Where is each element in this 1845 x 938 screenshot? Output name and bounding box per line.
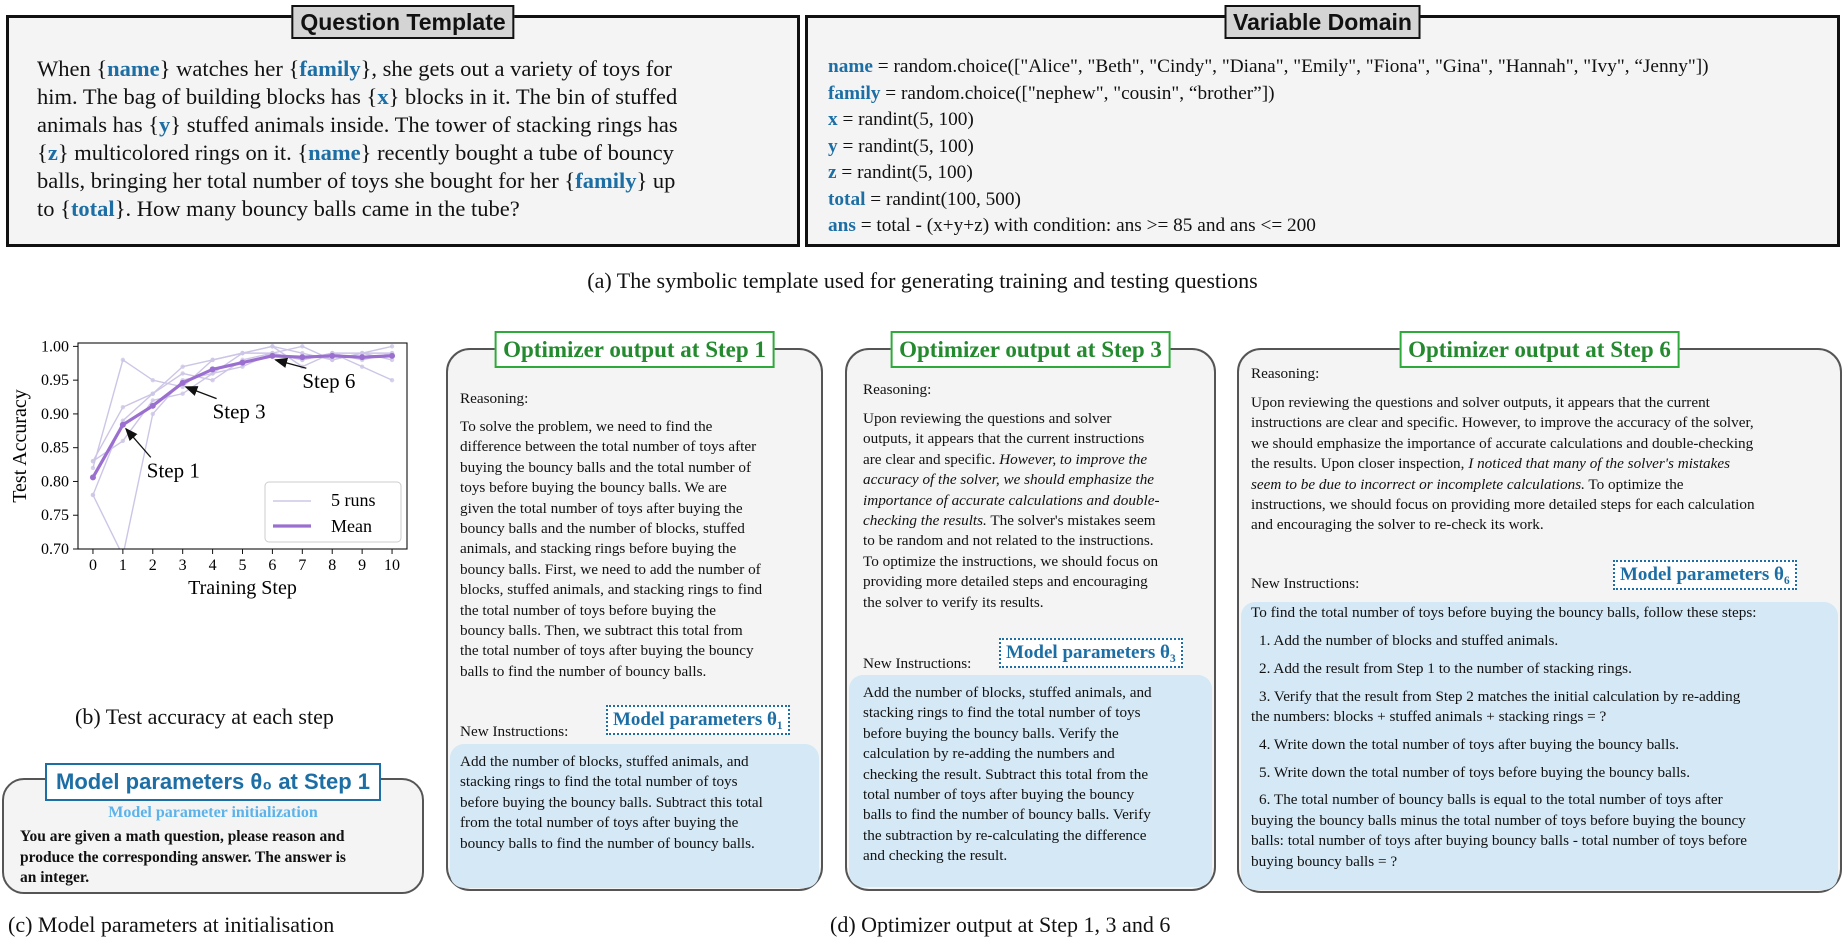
text-run: the solver to verify its results.: [863, 593, 1044, 611]
variable-line: [828, 134, 1709, 161]
variable-expression: = random.choice(["Alice", "Beth", "Cindy", "Diana", "Emily", "Fiona", "Gina", "Hannah", "Ivy", “Jenny"]): [872, 56, 1709, 77]
x-axis-label: Training Step: [188, 577, 297, 599]
variable-name: ans: [828, 215, 856, 236]
reasoning-line: animals, and stacking rings before buying the: [460, 540, 737, 558]
instruction-step-line: buying the bouncy balls minus the total number of toys before buying the bouncy: [1251, 811, 1746, 829]
run-point: [210, 358, 214, 362]
step6-reasoning: [1251, 393, 1755, 536]
step3-title: Optimizer output at Step 3: [890, 331, 1171, 368]
step6-instruction-steps: [1251, 625, 1747, 872]
init-prompt-line: You are given a math question, please reason and: [20, 828, 345, 845]
template-text: } blocks in it. The bin of stuffed: [388, 84, 678, 109]
variable-line: [828, 81, 1709, 108]
mean-point: [329, 353, 335, 359]
text-run: The solver's mistakes seem: [986, 512, 1156, 530]
reasoning-line: the total number of toys after buying the bouncy: [460, 642, 754, 660]
variable-line: [828, 187, 1709, 214]
x-tick-label: 5: [238, 557, 247, 574]
init-params-title: Model parameters θ₀ at Step 1: [45, 763, 381, 801]
question-template-title: Question Template: [291, 5, 514, 39]
template-line: [37, 195, 777, 223]
template-text: }. How many bouncy balls came in the tube?: [114, 196, 520, 221]
text-run: instructions are clear and specific. However, to improve the accuracy of the solver,: [1251, 414, 1754, 432]
y-tick-label: 0.70: [41, 541, 69, 558]
reasoning-line: given the total number of toys after buying the: [460, 499, 743, 517]
x-tick-label: 8: [328, 557, 337, 574]
step6-title: Optimizer output at Step 6: [1399, 331, 1680, 368]
run-point: [360, 364, 364, 368]
template-text: balls, bringing her total number of toys she bought for her {: [37, 168, 576, 193]
x-tick-label: 2: [148, 557, 157, 574]
text-run: are clear and specific.: [863, 450, 1000, 468]
step3-reasoning: [863, 409, 1160, 613]
optimizer-step1-panel: [446, 337, 823, 891]
text-run: To optimize the instructions, we should focus on: [863, 552, 1159, 570]
template-variable: y: [159, 112, 171, 137]
reasoning-line: To solve the problem, we need to find the: [460, 418, 713, 435]
y-tick-label: 1.00: [41, 338, 69, 356]
caption-b: (b) Test accuracy at each step: [75, 704, 334, 729]
mean-point: [120, 422, 126, 428]
variable-expression: = random.choice(["nephew", "cousin", “brother”]): [880, 82, 1275, 104]
reasoning-line: buying the bouncy balls and the total number of: [460, 458, 752, 476]
template-variable: family: [575, 168, 637, 193]
instruction-line: the subtraction by re-calculating the difference: [863, 826, 1147, 844]
text-run: Upon reviewing the questions and solver outputs, it appears that the current: [1251, 394, 1710, 411]
template-text: } multicolored rings on it. {: [57, 140, 309, 165]
variable-line: [828, 213, 1709, 240]
variable-expression: = randint(5, 100): [836, 162, 973, 183]
reasoning-line: bouncy balls and the number of blocks, stuffed: [460, 520, 745, 538]
init-subtitle: Model parameter initialization: [108, 804, 318, 821]
run-point: [180, 371, 184, 375]
italic-run: importance of accurate calculations and double-: [863, 491, 1160, 509]
annotation-arrow: [186, 387, 217, 399]
x-tick-label: 3: [178, 557, 187, 574]
reasoning-line: [863, 593, 1160, 613]
template-text: {: [37, 140, 48, 165]
variable-domain-title: Variable Domain: [1224, 5, 1421, 39]
run-point: [300, 344, 304, 348]
run-point: [210, 378, 214, 382]
init-prompt-line: an integer.: [20, 869, 90, 886]
template-line: [37, 111, 777, 139]
step3-instructions-label: New Instructions:: [863, 655, 972, 672]
run-point: [121, 439, 125, 443]
template-variable: family: [299, 56, 361, 81]
variable-expression: = total - (x+y+z) with condition: ans >= 85 and ans <= 200: [855, 215, 1316, 236]
x-tick-label: 9: [358, 557, 367, 574]
template-variable: x: [377, 84, 389, 109]
instruction-step-line: 2. Add the result from Step 1 to the number of stacking rings.: [1259, 659, 1632, 677]
template-text: } recently bought a tube of bouncy: [360, 140, 674, 165]
mean-point: [90, 474, 96, 480]
init-prompt: [20, 827, 346, 889]
variable-name: y: [828, 135, 838, 157]
instruction-step: [1251, 735, 1747, 755]
reasoning-line: difference between the total number of toys after: [460, 438, 757, 456]
instruction-step-line: 5. Write down the total number of toys before buying the bouncy balls.: [1259, 763, 1691, 781]
variable-name: total: [828, 188, 866, 210]
template-line: [37, 83, 777, 111]
run-point: [91, 493, 95, 497]
instruction-step-line: 6. The total number of bouncy balls is equal to the total number of toys after: [1259, 791, 1723, 809]
italic-run: I noticed that many of the solver's mistakes: [1468, 455, 1731, 473]
run-point: [151, 412, 155, 416]
instruction-line: from the total number of toys after buying the: [460, 814, 739, 832]
template-line: [37, 139, 777, 167]
instruction-step-line: 3. Verify that the result from Step 2 matches the initial calculation by re-adding: [1259, 687, 1741, 705]
variable-name: family: [828, 82, 881, 104]
reasoning-line: balls to find the number of bouncy balls.: [460, 662, 707, 680]
caption-d: (d) Optimizer output at Step 1, 3 and 6: [830, 912, 1171, 937]
x-tick-label: 0: [88, 557, 97, 574]
reasoning-line: [863, 450, 1160, 470]
annotation-label: Step 3: [212, 399, 266, 424]
x-tick-label: 7: [298, 557, 307, 574]
run-point: [390, 378, 394, 382]
variable-expression: = randint(5, 100): [837, 109, 974, 130]
variable-expression: = randint(5, 100): [837, 135, 974, 157]
y-tick-label: 0.85: [41, 439, 69, 457]
variable-domain-box: [805, 9, 1840, 247]
instruction-line: before buying the bouncy balls. Verify the: [863, 724, 1119, 742]
optimizer-step6-panel: [1237, 337, 1842, 893]
template-text: }, she gets out a variety of toys for: [360, 56, 672, 81]
y-axis-label: Test Accuracy: [9, 389, 31, 503]
caption-a: (a) The symbolic template used for generating training and testing questions: [587, 268, 1258, 293]
instruction-step: [1251, 659, 1747, 679]
instruction-line: Add the number of blocks, stuffed animals, and: [460, 753, 749, 770]
run-point: [270, 344, 274, 348]
instruction-line: Add the number of blocks, stuffed animals, and: [863, 684, 1152, 701]
annotation-label: Step 1: [146, 458, 200, 483]
instruction-line: calculation by re-adding the numbers and: [863, 745, 1115, 763]
instruction-step-line: balls: total number of toys after buying bouncy balls - total number of toys before: [1251, 832, 1748, 850]
y-tick-label: 0.95: [41, 372, 69, 390]
instruction-line: stacking rings to find the total number of toys: [863, 704, 1141, 722]
x-tick-label: 1: [118, 557, 127, 574]
init-prompt-line: produce the corresponding answer. The answer is: [20, 848, 346, 866]
reasoning-line: the total number of toys before buying the: [460, 601, 717, 619]
x-tick-label: 10: [384, 557, 401, 574]
x-tick-label: 6: [268, 557, 277, 574]
reasoning-line: [1251, 495, 1755, 515]
reasoning-line: [863, 572, 1160, 592]
mean-point: [240, 360, 246, 366]
text-run: to be random and not related to the instructions.: [863, 532, 1154, 550]
caption-c: (c) Model parameters at initialisation: [8, 912, 335, 937]
instruction-line: and checking the result.: [863, 847, 1008, 865]
reasoning-line: [1251, 515, 1755, 535]
variable-domain-text: [828, 54, 1709, 240]
legend-runs-label: 5 runs: [331, 490, 376, 510]
template-variable: z: [47, 140, 58, 165]
template-line: [37, 167, 777, 195]
step6-reasoning-label: Reasoning:: [1251, 365, 1320, 382]
template-variable: name: [308, 140, 361, 165]
step3-reasoning-label: Reasoning:: [863, 381, 932, 398]
step6-instructions-label: New Instructions:: [1251, 575, 1360, 592]
template-text: } watches her {: [159, 56, 300, 81]
legend-mean-label: Mean: [331, 516, 372, 536]
template-text: animals has {: [37, 112, 160, 137]
init-params-panel: [2, 769, 424, 894]
variable-expression: = randint(100, 500): [865, 188, 1021, 210]
italic-run: checking the results.: [863, 512, 987, 530]
run-point: [180, 391, 184, 395]
template-variable: total: [70, 196, 115, 221]
italic-run: accuracy of the solver, we should emphasize the: [863, 471, 1155, 489]
template-text: When {: [37, 56, 108, 81]
y-tick-label: 0.80: [41, 473, 69, 491]
step1-title: Optimizer output at Step 1: [494, 331, 775, 368]
mean-point: [210, 366, 216, 372]
text-run: providing more detailed steps and encouraging: [863, 573, 1148, 591]
instruction-step-line: the numbers: blocks + stuffed animals + stacking rings = ?: [1251, 708, 1607, 725]
italic-run: seem to be due to incorrect or incomplete calculations.: [1251, 475, 1585, 493]
y-tick-label: 0.75: [41, 507, 69, 525]
step1-instructions-label: New Instructions:: [460, 723, 569, 740]
run-point: [91, 466, 95, 470]
reasoning-line: [1251, 454, 1755, 474]
reasoning-line: bouncy balls. Then, we subtract this total from: [460, 622, 743, 640]
instruction-step-line: 1. Add the number of blocks and stuffed animals.: [1259, 632, 1559, 649]
variable-line: [828, 54, 1709, 81]
reasoning-line: [863, 552, 1160, 572]
reasoning-line: [1251, 393, 1755, 413]
run-point: [151, 398, 155, 402]
step6-instructions-intro: To find the total number of toys before buying the bouncy balls, follow these steps:: [1251, 604, 1757, 621]
instruction-step: [1251, 763, 1747, 783]
question-template-text: [37, 55, 777, 223]
variable-line: [828, 160, 1709, 187]
optimizer-step3-panel: [845, 337, 1216, 891]
annotation-label: Step 6: [302, 369, 356, 394]
variable-line: [828, 107, 1709, 134]
run-point: [121, 405, 125, 409]
instruction-line: total number of toys after buying the bouncy: [863, 786, 1135, 804]
step1-param-label: Model parameters θ₁: [606, 705, 790, 735]
step3-instructions: [863, 683, 1152, 867]
question-template-box: [6, 9, 800, 247]
run-point: [151, 378, 155, 382]
reasoning-line: [863, 511, 1160, 531]
reasoning-line: toys before buying the bouncy balls. We are: [460, 479, 727, 497]
instruction-step: [1251, 790, 1747, 872]
instruction-step: [1251, 631, 1747, 651]
text-run: outputs, it appears that the current instructions: [863, 430, 1145, 448]
instruction-step-line: buying bouncy balls = ?: [1251, 852, 1398, 870]
variable-name: z: [828, 162, 837, 183]
step3-param-label: Model parameters θ₃: [999, 638, 1183, 668]
instruction-step-line: 4. Write down the total number of toys after buying the bouncy balls.: [1259, 735, 1680, 753]
instruction-line: stacking rings to find the total number of toys: [460, 773, 738, 791]
instruction-step: [1251, 687, 1747, 728]
text-run: To optimize the: [1584, 475, 1684, 493]
template-text: to {: [37, 196, 71, 221]
instruction-line: checking the result. Subtract this total from the: [863, 765, 1149, 783]
reasoning-line: blocks, stuffed animals, and stacking rings to find: [460, 581, 763, 599]
reasoning-line: [863, 531, 1160, 551]
run-point: [180, 364, 184, 368]
text-run: instructions, we should focus on providing more detailed steps for each calculation: [1251, 496, 1755, 514]
mean-point: [150, 403, 156, 409]
instruction-line: bouncy balls to find the number of bouncy balls.: [460, 834, 755, 852]
template-text: } up: [636, 168, 676, 193]
run-point: [151, 391, 155, 395]
run-point: [91, 459, 95, 463]
run-point: [121, 358, 125, 362]
text-run: Upon reviewing the questions and solver: [863, 410, 1112, 427]
step1-reasoning: [460, 417, 762, 682]
reasoning-line: [1251, 434, 1755, 454]
template-variable: name: [107, 56, 160, 81]
instruction-line: before buying the bouncy balls. Subtract this total: [460, 793, 763, 811]
mean-point: [180, 380, 186, 386]
text-run: we should emphasize the importance of accurate calculations and double-checking: [1251, 434, 1754, 452]
text-run: and encouraging the solver to re-check its work.: [1251, 516, 1544, 534]
test-accuracy-chart: [0, 325, 430, 695]
reasoning-line: [1251, 475, 1755, 495]
reasoning-line: [863, 470, 1160, 490]
template-line: [37, 55, 777, 83]
variable-name: name: [828, 56, 873, 77]
reasoning-line: [863, 429, 1160, 449]
y-tick-label: 0.90: [41, 405, 69, 423]
text-run: the results. Upon closer inspection,: [1251, 455, 1469, 473]
mean-point: [269, 353, 275, 359]
step6-param-label: Model parameters θ₆: [1613, 560, 1797, 590]
mean-point: [359, 354, 365, 360]
variable-name: x: [828, 109, 838, 130]
reasoning-line: [863, 491, 1160, 511]
step1-instructions: [460, 752, 763, 854]
x-tick-label: 4: [208, 557, 217, 574]
template-text: } stuffed animals inside. The tower of stacking rings has: [170, 112, 678, 137]
run-point: [390, 344, 394, 348]
step1-reasoning-label: Reasoning:: [460, 390, 529, 407]
instruction-line: balls to find the number of bouncy balls. Verify: [863, 806, 1151, 824]
template-text: him. The bag of building blocks has {: [37, 84, 378, 109]
mean-point: [389, 353, 395, 359]
reasoning-line: [1251, 413, 1755, 433]
reasoning-line: bouncy balls. First, we need to add the number of: [460, 560, 761, 578]
mean-point: [299, 354, 305, 360]
reasoning-line: [863, 409, 1160, 429]
run-point: [240, 351, 244, 355]
italic-run: However, to improve the: [999, 450, 1148, 468]
